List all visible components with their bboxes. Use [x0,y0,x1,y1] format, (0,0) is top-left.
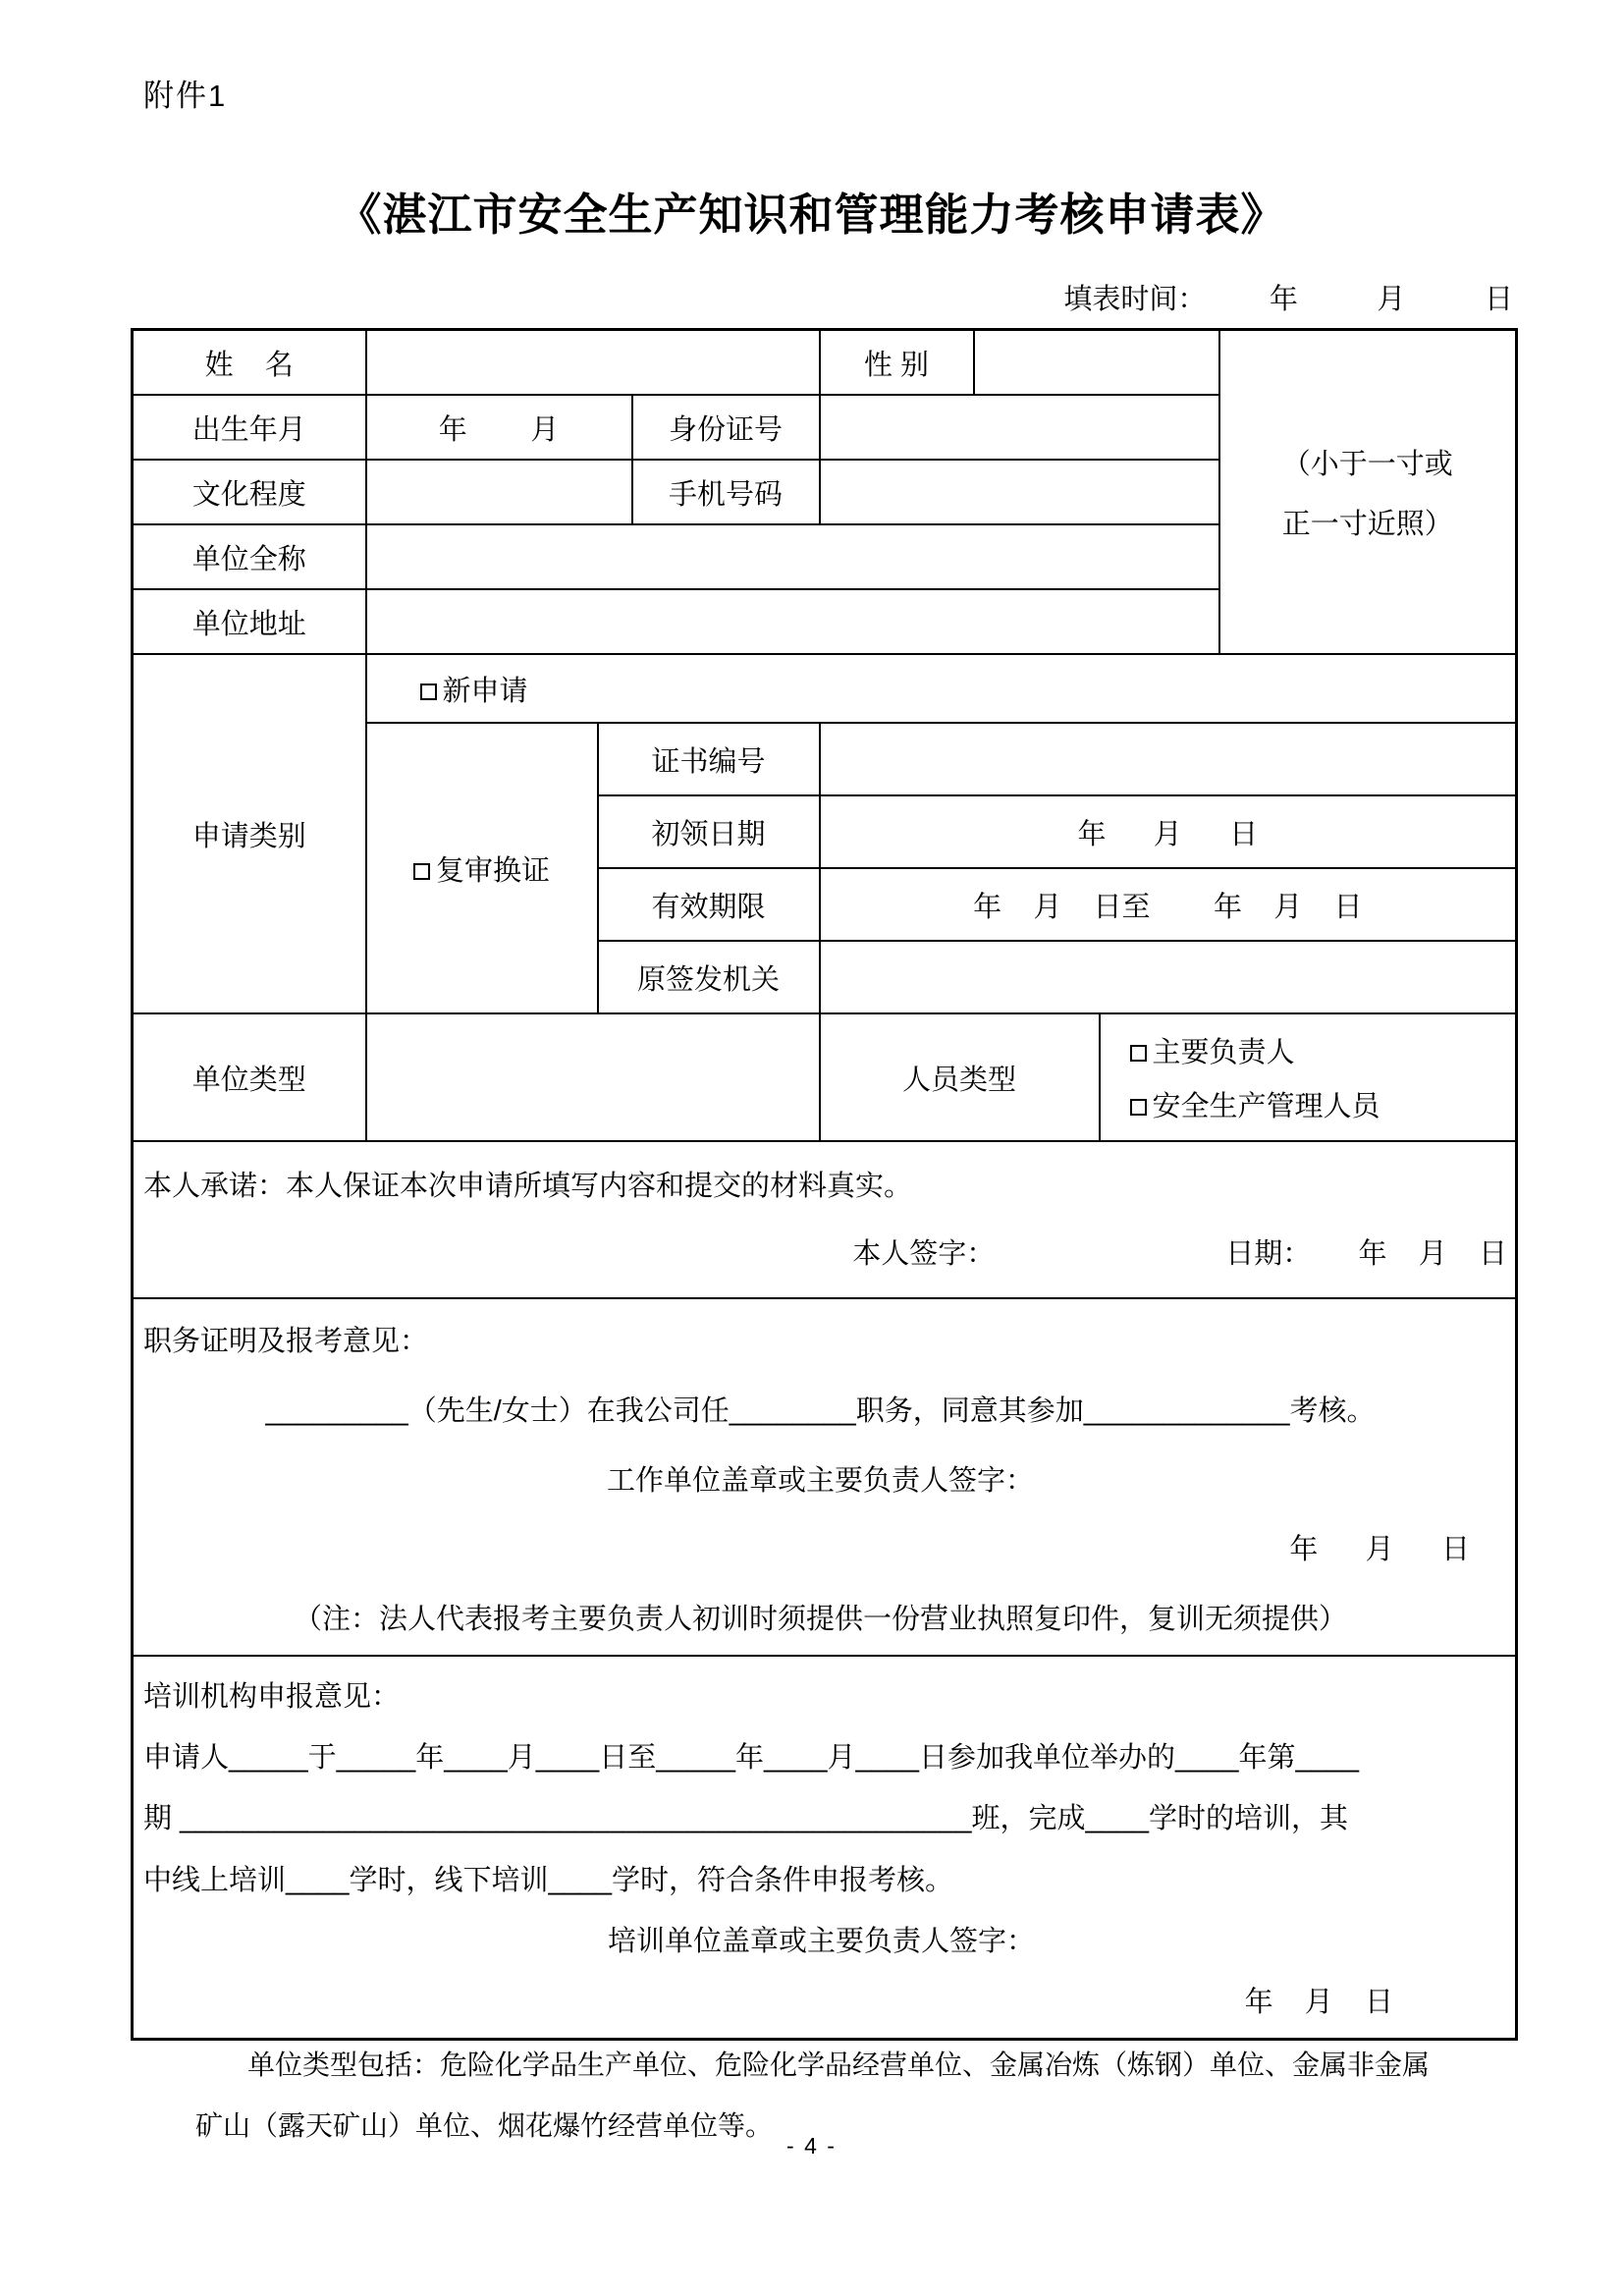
validity-period-label: 有效期限 [598,868,820,941]
issuing-authority-label: 原签发机关 [598,941,820,1013]
photo-area [1219,330,1517,655]
issuing-authority-input-cell[interactable] [820,941,1517,1013]
id-number-label: 身份证号 [632,395,820,460]
fill-time-row [131,277,1513,317]
person-type-label: 人员类型 [820,1013,1100,1141]
employer-date-placeholder: 年 月 日 [1289,1534,1471,1566]
id-number-input-cell[interactable] [820,395,1219,460]
name-label: 姓 名 [133,330,366,396]
renewal-checkbox[interactable] [413,863,430,880]
person-option-safety-manager[interactable] [1130,1084,1516,1124]
certificate-number-label: 证书编号 [598,723,820,795]
footnote-line2: 矿山（露天矿山）单位、烟花爆竹经营单位等。 [195,2110,774,2141]
gender-label: 性 别 [820,330,974,396]
training-opinion-heading: 培训机构申报意见： [143,1681,401,1713]
principal-checkbox[interactable] [1130,1045,1147,1062]
fill-time-label: 填表时间： [1063,284,1207,315]
footnote-line1: 单位类型包括：危险化学品生产单位、危险化学品经营单位、金属冶炼（炼钢）单位、金属非金属 [247,2050,1431,2080]
training-opinion-line1: 申请人_____于_____年____月____日至_____年____月____日参加我单位举办的____年第____ [143,1742,1360,1775]
company-name-label: 单位全称 [133,524,366,589]
renewal-label: 复审换证 [435,854,550,887]
company-address-input-cell[interactable] [366,589,1219,654]
training-opinion-line3: 中线上培训____学时，线下培训____学时，符合条件申报考核。 [143,1864,954,1896]
commitment-date-placeholder: 日期： 年 月 日 [1225,1238,1508,1270]
birth-date-input-cell[interactable]: 年 月 [366,395,632,460]
new-application-label: 新申请 [442,675,528,707]
safety-manager-label: 安全生产管理人员 [1152,1091,1380,1122]
commitment-statement: 本人承诺：本人保证本次申请所填写内容和提交的材料真实。 [143,1171,913,1202]
new-application-checkbox[interactable] [420,683,437,700]
renewal-option[interactable] [366,723,598,1013]
employer-signature-line: 工作单位盖章或主要负责人签字： [607,1464,1035,1497]
position-opinion-line: _________（先生/女士）在我公司任________职务，同意其参加_____________考核。 [265,1394,1376,1427]
unit-type-label: 单位类型 [133,1013,366,1141]
person-type-options [1100,1013,1517,1141]
name-input-cell[interactable] [366,330,820,396]
safety-manager-checkbox[interactable] [1130,1099,1147,1116]
training-date-placeholder: 年 月 日 [1244,1986,1394,2018]
training-opinion-line2: 期 __________________________________________________班，完成____学时的培训，其 [143,1803,1348,1835]
page-title: 《湛江市安全生产知识和管理能力考核申请表》 [337,191,1286,241]
validity-period-input-cell[interactable]: 年 月 日至 年 月 日 [820,868,1517,941]
education-input-cell[interactable] [366,460,632,524]
self-signature-label: 本人签字： [852,1238,996,1270]
first-issue-date-input-cell[interactable]: 年 月 日 [820,795,1517,868]
photo-note-line2: 正一寸近照） [1281,509,1453,540]
unit-type-input-cell[interactable] [366,1013,820,1141]
person-option-principal[interactable] [1130,1030,1516,1070]
page-number: - 4 - [786,2133,837,2159]
certificate-number-input-cell[interactable] [820,723,1517,795]
phone-label: 手机号码 [632,460,820,524]
commitment-section [133,1141,1517,1298]
first-issue-date-label: 初领日期 [598,795,820,868]
company-name-input-cell[interactable] [366,524,1219,589]
fill-time-placeholder: 年 月 日 [1206,284,1513,315]
application-form-table [131,328,1518,2041]
gender-input-cell[interactable] [974,330,1219,396]
principal-label: 主要负责人 [1152,1037,1295,1068]
company-address-label: 单位地址 [133,589,366,654]
education-label: 文化程度 [133,460,366,524]
attachment-label: 附件1 [143,79,228,113]
phone-input-cell[interactable] [820,460,1219,524]
position-opinion-note: （注：法人代表报考主要负责人初训时须提供一份营业执照复印件，复训无须提供） [294,1604,1348,1635]
birth-date-label: 出生年月 [133,395,366,460]
training-signature-line: 培训单位盖章或主要负责人签字： [608,1925,1036,1957]
new-application-option[interactable] [366,654,1517,723]
photo-note-line1: （小于一寸或 [1281,449,1453,480]
position-opinion-section [133,1298,1517,1656]
position-opinion-heading: 职务证明及报考意见： [143,1326,429,1357]
training-opinion-section [133,1656,1517,2040]
apply-type-label: 申请类别 [133,654,366,1013]
